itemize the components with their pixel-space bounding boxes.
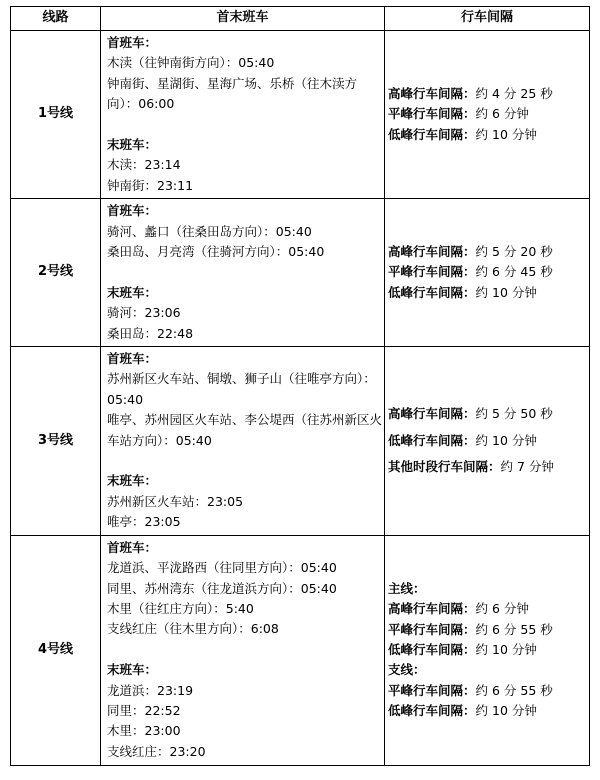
frequency-label: 低峰行车间隔： xyxy=(388,703,476,719)
schedule-cell xyxy=(101,535,385,765)
last-train-time: 唯亭：23:05 xyxy=(107,514,181,530)
first-train-time: 同里、苏州湾东（往龙道浜方向）：05:40 xyxy=(107,580,337,596)
first-train-time: 桑田岛、月亮湾（往骑河方向）：05:40 xyxy=(107,244,325,260)
frequency-label: 高峰行车间隔： xyxy=(388,406,476,422)
frequency-item xyxy=(388,84,589,104)
frequency-value: 约 6 分钟 xyxy=(475,601,529,617)
first-train-heading: 首班车： xyxy=(107,35,158,50)
table-row xyxy=(11,31,590,199)
last-train-heading: 末班车： xyxy=(107,662,158,678)
frequency-item xyxy=(388,125,589,145)
first-train-time: 支线红庄（往木里方向）：6:08 xyxy=(107,621,279,637)
frequency-value: 约 10 分钟 xyxy=(475,432,537,448)
last-train-time: 钟南街：23:11 xyxy=(107,177,194,193)
frequency-cell xyxy=(385,535,590,765)
last-train-time: 支线红庄：23:20 xyxy=(107,743,206,759)
frequency-value: 约 6 分钟 xyxy=(475,106,529,122)
first-train-heading: 首班车： xyxy=(107,203,158,219)
last-train-time: 骑河：23:06 xyxy=(107,305,181,321)
table-row xyxy=(11,199,590,347)
last-train-time: 木里：23:00 xyxy=(107,723,181,739)
frequency-value: 约 6 分 55 秒 xyxy=(475,682,553,698)
frequency-label: 平峰行车间隔： xyxy=(388,106,476,122)
table-row xyxy=(11,347,590,536)
frequency-item xyxy=(388,404,589,424)
frequency-value: 约 6 分 45 秒 xyxy=(475,264,553,280)
frequency-label: 低峰行车间隔： xyxy=(388,432,476,448)
frequency-label: 高峰行车间隔： xyxy=(388,86,476,101)
frequency-label: 高峰行车间隔： xyxy=(388,244,476,260)
last-train-time: 龙道浜：23:19 xyxy=(107,682,194,698)
header-frequency: 行车间隔 xyxy=(385,7,590,31)
frequency-item xyxy=(388,262,589,282)
schedule-cell xyxy=(101,199,385,347)
frequency-label: 高峰行车间隔： xyxy=(388,601,476,617)
frequency-item xyxy=(388,431,589,451)
frequency-label: 平峰行车间隔： xyxy=(388,682,476,698)
frequency-label: 低峰行车间隔： xyxy=(388,126,476,142)
first-train-time: 木渎（往钟南街方向）：05:40 xyxy=(107,55,275,71)
header-schedule: 首末班车 xyxy=(101,7,385,31)
branch-line-heading: 支线： xyxy=(388,662,426,678)
line-name: 4号线 xyxy=(11,535,101,765)
first-train-time: 钟南街、星湖街、星海广场、乐桥（往木渎方向）：06:00 xyxy=(107,75,358,112)
frequency-label: 低峰行车间隔： xyxy=(388,642,476,657)
frequency-value: 约 10 分钟 xyxy=(475,703,537,719)
frequency-item xyxy=(388,701,589,721)
frequency-item xyxy=(388,104,589,124)
first-train-time: 唯亭、苏州园区火车站、李公堤西（往苏州新区火车站方向）：05:40 xyxy=(107,412,383,448)
schedule-cell xyxy=(101,31,385,199)
frequency-value: 约 5 分 50 秒 xyxy=(475,406,553,422)
frequency-label: 低峰行车间隔： xyxy=(388,284,476,300)
last-train-time: 同里：22:52 xyxy=(107,702,181,718)
frequency-value: 约 4 分 25 秒 xyxy=(475,86,553,101)
last-train-heading: 末班车： xyxy=(107,473,158,489)
frequency-item xyxy=(388,457,589,477)
first-train-time: 骑河、蠡口（往桑田岛方向）：05:40 xyxy=(107,223,312,239)
frequency-item xyxy=(388,681,589,701)
frequency-cell xyxy=(385,347,590,536)
first-train-heading: 首班车： xyxy=(107,539,158,555)
schedule-cell xyxy=(101,347,385,536)
frequency-cell xyxy=(385,199,590,347)
schedule-table xyxy=(10,6,590,766)
frequency-item xyxy=(388,599,589,619)
header-row xyxy=(11,7,590,31)
first-train-time: 龙道浜、平泷路西（往同里方向）：05:40 xyxy=(107,560,337,576)
frequency-item xyxy=(388,620,589,640)
line-name: 3号线 xyxy=(11,347,101,536)
last-train-time: 桑田岛：22:48 xyxy=(107,325,194,341)
frequency-value: 约 10 分钟 xyxy=(475,126,537,142)
frequency-value: 约 5 分 20 秒 xyxy=(475,244,553,260)
table-row xyxy=(11,535,590,765)
frequency-value: 约 7 分钟 xyxy=(500,459,554,475)
frequency-label: 平峰行车间隔： xyxy=(388,621,476,637)
first-train-time: 木里（往红庄方向）：5:40 xyxy=(107,600,254,616)
line-name: 1号线 xyxy=(11,31,101,199)
frequency-value: 约 10 分钟 xyxy=(475,642,537,657)
frequency-item xyxy=(388,242,589,262)
frequency-cell xyxy=(385,31,590,199)
first-train-heading: 首班车： xyxy=(107,351,158,367)
main-line-heading: 主线： xyxy=(388,580,426,596)
last-train-time: 木渎：23:14 xyxy=(107,157,181,173)
frequency-item xyxy=(388,640,589,660)
frequency-label: 其他时段行车间隔： xyxy=(388,459,501,475)
frequency-item xyxy=(388,283,589,303)
header-line: 线路 xyxy=(11,7,101,31)
first-train-time: 苏州新区火车站、铜墩、狮子山（往唯亭方向）：05:40 xyxy=(107,371,376,407)
last-train-heading: 末班车： xyxy=(107,284,158,300)
line-name: 2号线 xyxy=(11,199,101,347)
last-train-time: 苏州新区火车站：23:05 xyxy=(107,493,244,509)
frequency-label: 平峰行车间隔： xyxy=(388,264,476,280)
last-train-heading: 末班车： xyxy=(107,137,158,153)
frequency-value: 约 6 分 55 秒 xyxy=(475,621,553,637)
frequency-value: 约 10 分钟 xyxy=(475,284,537,300)
